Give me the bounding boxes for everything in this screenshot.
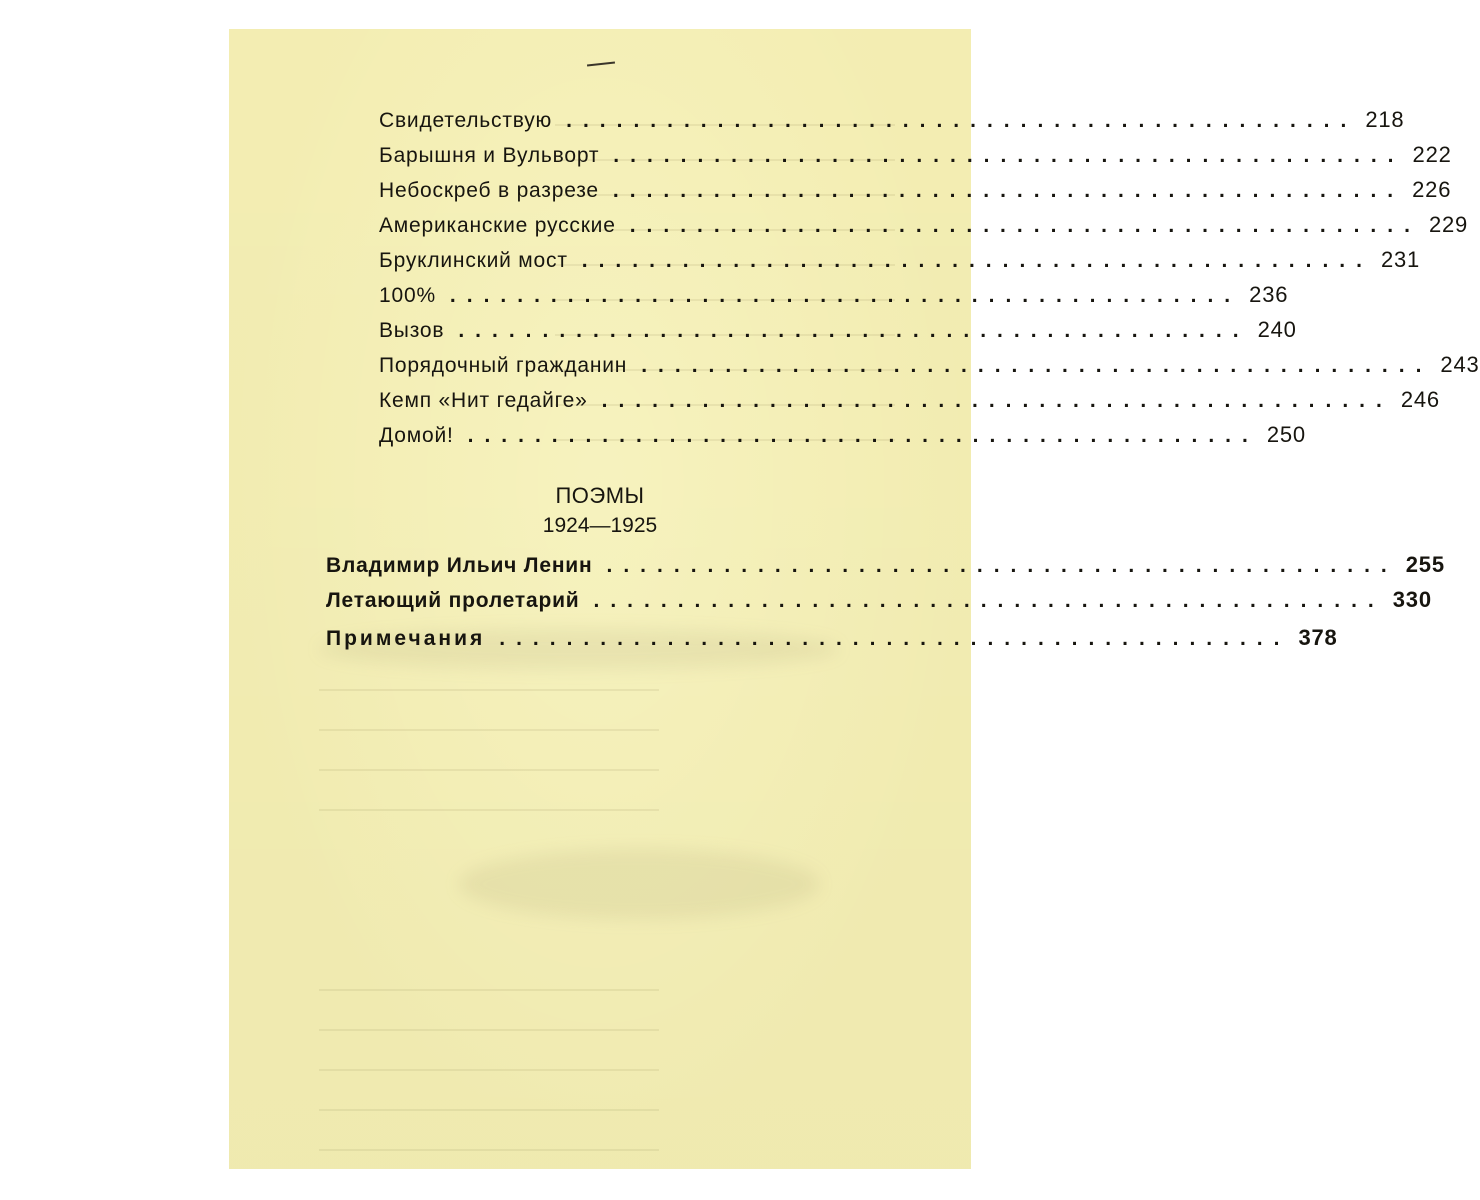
toc-entry[interactable]: [379, 352, 1480, 378]
toc-entry[interactable]: [379, 212, 1469, 238]
leader-dots: ...............................................: [629, 214, 1421, 237]
toc-entry-title: Домой!: [379, 424, 454, 447]
leader-dots: ...............................................: [613, 144, 1405, 167]
toc-entry-page: 229: [1428, 212, 1469, 237]
toc-entry-page: 218: [1365, 107, 1405, 132]
toc-entry-title: Примечания: [326, 627, 486, 650]
toc-entry-page: 255: [1405, 552, 1445, 577]
toc-entry-title: Небоскреб в разрезе: [379, 179, 599, 202]
toc-entry-title: Летающий пролетарий: [326, 589, 580, 612]
toc-entry[interactable]: [379, 317, 1297, 343]
toc-entry[interactable]: [379, 422, 1306, 448]
toc-entry-title: 100%: [379, 284, 436, 307]
toc-entry-title: Барышня и Вульворт: [379, 144, 600, 167]
toc-entry-page: 231: [1380, 247, 1421, 272]
toc-entry-page: 236: [1249, 282, 1289, 307]
toc-entry-title: Бруклинский мост: [379, 249, 568, 272]
leader-dots: ...............................................: [612, 179, 1405, 202]
toc-entry-title: Американские русские: [379, 214, 616, 237]
leader-dots: ...............................................: [467, 424, 1259, 447]
toc-entry-page: 240: [1257, 317, 1297, 342]
toc-entry-page: 330: [1392, 587, 1432, 612]
leader-dots: ...............................................: [593, 589, 1385, 612]
toc-entry-title: Владимир Ильич Ленин: [326, 554, 593, 577]
toc-entry-page: 243: [1440, 352, 1480, 377]
toc-entry-title: Кемп «Нит гедайге»: [379, 389, 588, 412]
toc-entry-page: 246: [1400, 387, 1440, 412]
toc-entry-title: Вызов: [379, 319, 445, 342]
toc-entry[interactable]: [326, 625, 1338, 651]
toc-entry-title: Порядочный гражданин: [379, 354, 628, 377]
leader-dots: ...............................................: [606, 554, 1398, 577]
toc-entry[interactable]: [379, 282, 1289, 308]
toc-entry-title: Свидетельствую: [379, 109, 553, 132]
leader-dots: ...............................................: [601, 389, 1393, 412]
toc-entry[interactable]: [379, 177, 1452, 203]
leader-dots: ...............................................: [499, 627, 1291, 650]
toc-entry-page: 250: [1266, 422, 1306, 447]
leader-dots: ...............................................: [458, 319, 1250, 342]
section-title: ПОЭМЫ: [555, 483, 645, 508]
leader-dots: ...............................................: [581, 249, 1373, 272]
toc-entry-page: 222: [1412, 142, 1452, 167]
leader-dots: ...............................................: [566, 109, 1358, 132]
leader-dots: ...............................................: [449, 284, 1242, 307]
toc-entry[interactable]: [326, 587, 1432, 613]
toc-entry-page: 226: [1412, 177, 1452, 202]
section-years: 1924—1925: [542, 514, 658, 537]
toc-entry[interactable]: [379, 387, 1440, 413]
leader-dots: ...............................................: [641, 354, 1433, 377]
toc-entry[interactable]: [379, 142, 1452, 168]
toc-entry-page: 378: [1298, 625, 1338, 650]
book-page: [229, 29, 1480, 1169]
print-mark: [587, 62, 615, 67]
toc-entry[interactable]: [379, 247, 1421, 273]
toc-entry[interactable]: [326, 552, 1445, 578]
toc-entry[interactable]: [379, 107, 1405, 133]
